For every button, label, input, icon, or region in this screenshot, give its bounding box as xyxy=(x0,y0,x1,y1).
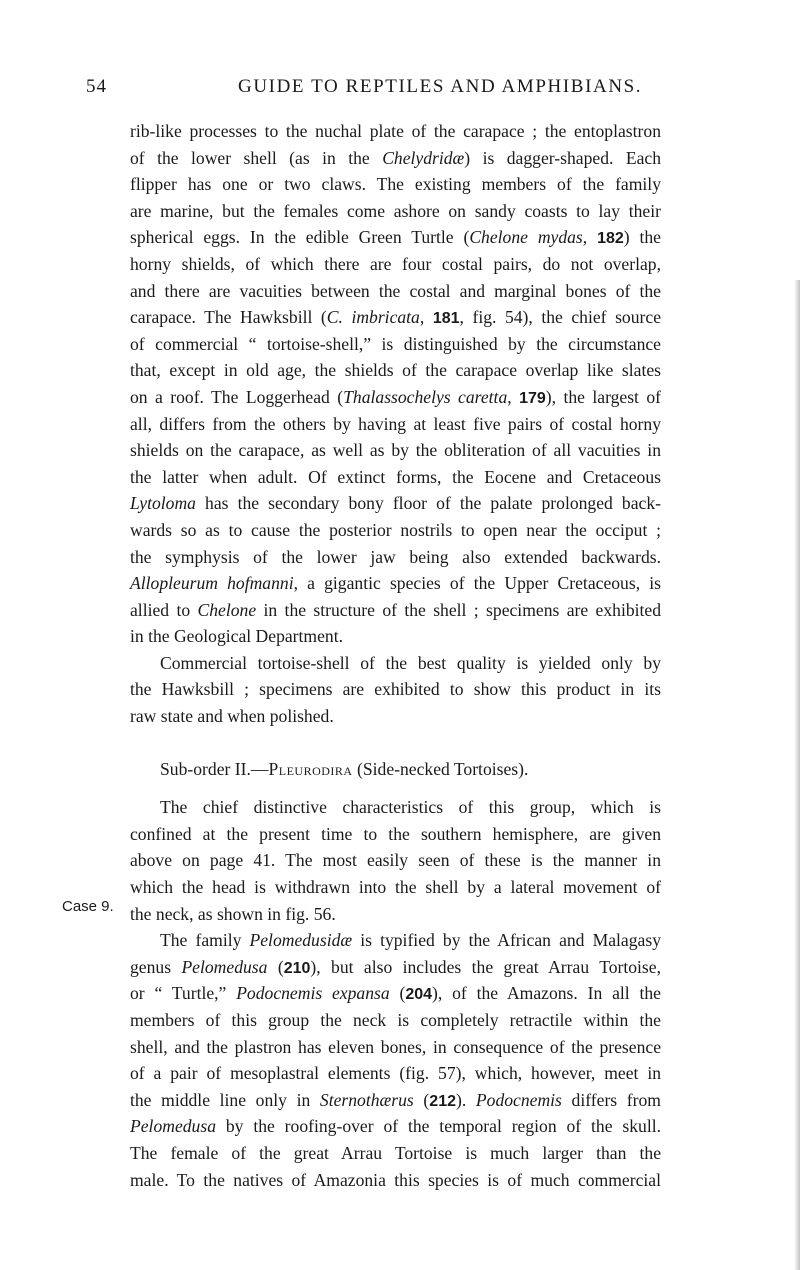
text-line: are marine, but the females come ashore on sandy coasts to lay their xyxy=(130,200,661,221)
paragraph-pelomedusidae xyxy=(130,927,661,1193)
specimen-number: 210 xyxy=(283,959,311,977)
text-line: The family Pelomedusidæ is typified by the African and Malagasy xyxy=(160,930,661,951)
text-line: horny shields, of which there are four costal pairs, do not overlap, xyxy=(130,253,661,274)
page-number: 54 xyxy=(86,76,107,97)
text-line: in the Geological Department. xyxy=(130,626,344,647)
text-line: of the lower shell (as in the Chelydridæ) is dagger-shaped. Each xyxy=(130,147,661,168)
paragraph-chelonidae xyxy=(130,118,661,650)
body-text xyxy=(130,118,661,1193)
text-line: flipper has one or two claws. The existing members of the family xyxy=(130,174,661,195)
text-line: or “ Turtle,” Podocnemis expansa (204), of the Amazons. In all the xyxy=(130,983,661,1004)
running-title: GUIDE TO REPTILES AND AMPHIBIANS. xyxy=(238,76,643,97)
text-line: rib-like processes to the nuchal plate of the carapace ; the entoplastron xyxy=(130,121,661,141)
text-line: The female of the great Arrau Tortoise is much larger than the xyxy=(130,1142,661,1163)
specimen-number: 181 xyxy=(432,310,460,328)
text-line: members of this group the neck is completely retractile within the xyxy=(130,1010,661,1030)
text-line: genus Pelomedusa (210), but also includes the great Arrau Tortoise, xyxy=(130,956,661,977)
text-line: Allopleurum hofmanni, a gigantic species of the Upper Cretaceous, is xyxy=(130,573,661,594)
text-line: confined at the present time to the southern hemisphere, are given xyxy=(130,823,661,844)
text-line: of a pair of mesoplastral elements (fig. 57), which, however, meet in xyxy=(130,1063,661,1084)
text-line: the middle line only in Sternothærus (212). Podocnemis differs from xyxy=(130,1089,661,1110)
paragraph-pleurodira xyxy=(130,794,661,927)
paragraph-tortoise-shell xyxy=(130,650,661,730)
text-line: male. To the natives of Amazonia this species is of much commercial xyxy=(130,1169,661,1190)
text-line: that, except in old age, the shields of the carapace overlap like slates xyxy=(130,360,661,381)
specimen-number: 204 xyxy=(405,986,433,1004)
page-edge-shadow xyxy=(794,280,800,1270)
text-line: the latter when adult. Of extinct forms, the Eocene and Cretaceous xyxy=(130,466,661,487)
text-line: Lytoloma has the secondary bony floor of the palate prolonged back- xyxy=(130,493,661,514)
text-line: allied to Chelone in the structure of the shell ; specimens are exhibited xyxy=(130,599,662,620)
text-line: Commercial tortoise-shell of the best quality is yielded only by xyxy=(160,652,661,673)
text-line: raw state and when polished. xyxy=(130,706,334,727)
text-line: the symphysis of the lower jaw being also extended backwards. xyxy=(130,546,661,567)
specimen-number: 179 xyxy=(519,389,546,407)
text-line: The chief distinctive characteristics of this group, which is xyxy=(160,797,661,818)
specimen-number: 212 xyxy=(429,1092,456,1110)
section-heading: Sub-order II.—Pleurodira (Side-necked Tortoises). xyxy=(160,758,529,779)
text-line: on a roof. The Loggerhead (Thalassochelys caretta, 179), the largest of xyxy=(130,386,662,407)
text-line: the neck, as shown in fig. 56. xyxy=(130,903,336,924)
text-line: shields on the carapace, as well as by the obliteration of all vacuities in xyxy=(130,440,661,461)
case-label: Case 9. xyxy=(62,898,114,915)
text-line: the Hawksbill ; specimens are exhibited to show this product in its xyxy=(130,679,661,700)
text-line: above on page 41. The most easily seen of these is the manner in xyxy=(130,850,661,871)
text-line: shell, and the plastron has eleven bones, in consequence of the presence xyxy=(130,1036,661,1057)
specimen-number: 182 xyxy=(597,230,624,248)
text-line: all, differs from the others by having at least five pairs of costal horny xyxy=(130,413,661,434)
text-line: which the head is withdrawn into the shell by a lateral movement of xyxy=(130,877,661,898)
text-line: carapace. The Hawksbill (C. imbricata, 181, fig. 54), the chief source xyxy=(130,307,661,328)
text-line: wards so as to cause the posterior nostrils to open near the occiput ; xyxy=(130,519,661,540)
text-line: spherical eggs. In the edible Green Turtle (Chelone mydas, 182) the xyxy=(130,227,661,248)
text-line: of commercial “ tortoise-shell,” is distinguished by the circumstance xyxy=(130,333,661,354)
text-line: Pelomedusa by the roofing-over of the temporal region of the skull. xyxy=(130,1116,661,1137)
text-line: and there are vacuities between the costal and marginal bones of the xyxy=(130,280,661,301)
